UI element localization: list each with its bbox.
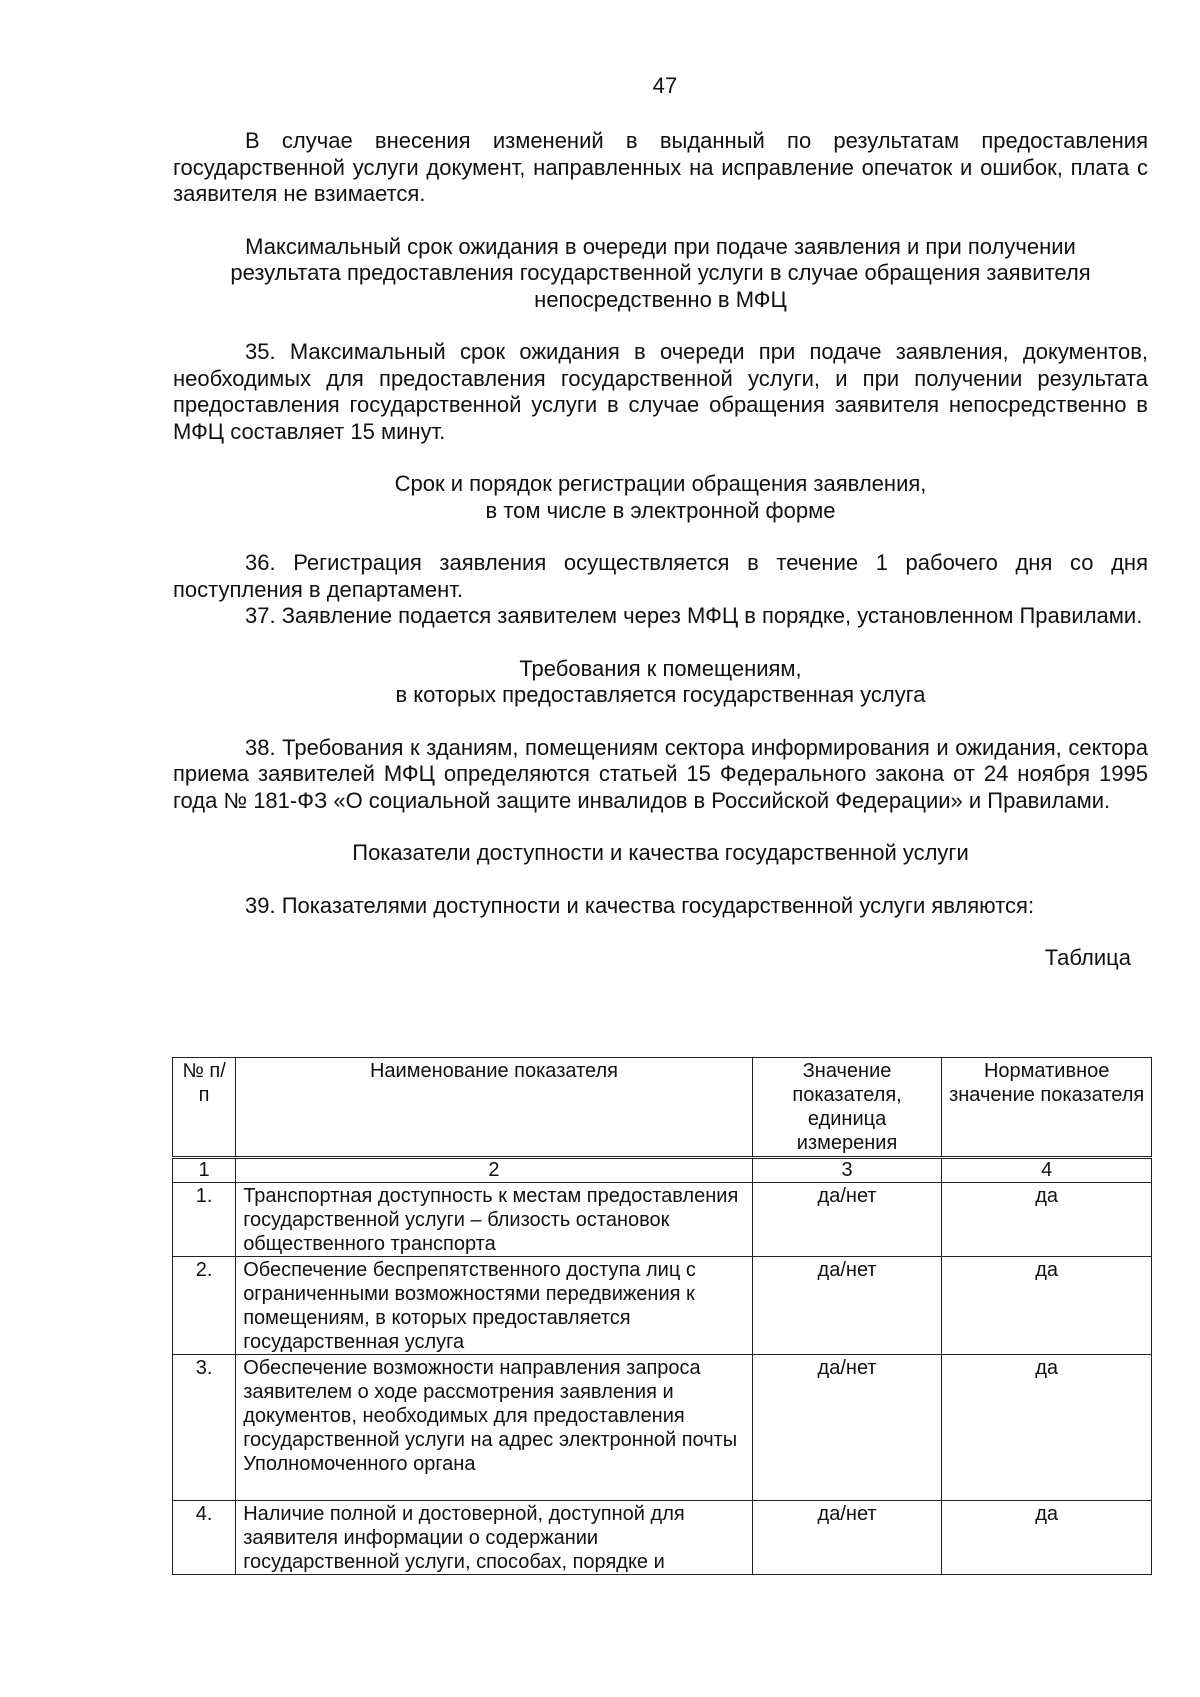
table-row	[173, 1183, 1152, 1257]
indicators-table	[172, 1057, 1152, 1575]
paragraph-38: 38. Требования к зданиям, помещениям сектора информирования и ожидания, сектора приема заявителей МФЦ определяются статьей 15 Федерального закона от 24 ноября 1995 года № 181-ФЗ «О социальной защите инвалидов в Российской Федерации» и Правилами.	[173, 734, 1148, 813]
row-indicator-name: Наличие полной и достоверной, доступной для заявителя информации о содержании государственной услуги, способах, порядке и	[236, 1501, 753, 1575]
column-number: 4	[942, 1158, 1152, 1183]
row-norm: да	[942, 1501, 1152, 1575]
row-norm: да	[942, 1355, 1152, 1501]
header-name: Наименование показателя	[236, 1058, 753, 1158]
row-number: 3.	[173, 1355, 236, 1501]
row-number: 1.	[173, 1183, 236, 1257]
row-unit: да/нет	[752, 1257, 942, 1355]
row-indicator-name: Обеспечение беспрепятственного доступа лиц с ограниченными возможностями передвижения к помещениям, в которых предоставляется государственная услуга	[236, 1257, 753, 1355]
row-indicator-name: Транспортная доступность к местам предоставления государственной услуги – близость остановок общественного транспорта	[236, 1183, 753, 1257]
page-number: 47	[652, 73, 678, 98]
paragraph-intro: В случае внесения изменений в выданный по результатам предоставления государственной услуги документ, направленных на исправление опечаток и ошибок, плата с заявителя не взимается.	[173, 128, 1148, 206]
table-row	[173, 1501, 1152, 1575]
heading-line: в которых предоставляется государственная услуга	[395, 682, 926, 707]
heading-line: Показатели доступности и качества государственной услуги	[352, 840, 969, 865]
column-number: 2	[236, 1158, 753, 1183]
table-header-row	[173, 1058, 1152, 1158]
paragraph-35: 35. Максимальный срок ожидания в очереди при подаче заявления, документов, необходимых для предоставления государственной услуги, и при получении результата предоставления государственной услуги в случае обращения заявителя непосредственно в МФЦ составляет 15 минут.	[173, 339, 1148, 444]
paragraph-37: 37. Заявление подается заявителем через МФЦ в порядке, установленном Правилами.	[245, 603, 1143, 628]
heading-line: Требования к помещениям,	[519, 655, 802, 681]
header-unit: Значение показателя, единица измерения	[752, 1058, 942, 1158]
indicators-table-wrap	[172, 1057, 1152, 1575]
table-caption: Таблица	[1044, 945, 1131, 970]
heading-waiting-time	[173, 234, 1148, 314]
table-row	[173, 1257, 1152, 1355]
row-unit: да/нет	[752, 1183, 942, 1257]
heading-line: Срок и порядок регистрации обращения заявления,	[394, 471, 927, 496]
paragraph-36: 36. Регистрация заявления осуществляется в течение 1 рабочего дня со дня поступления в департамент.	[173, 550, 1148, 602]
heading-line: результата предоставления государственной услуги в случае обращения заявителя	[230, 260, 1091, 285]
row-indicator-name: Обеспечение возможности направления запроса заявителем о ходе рассмотрения заявления и документов, необходимых для предоставления государственной услуги на адрес электронной почты Уполномоченного органа	[236, 1355, 753, 1501]
document-body	[173, 128, 1148, 972]
header-number: № п/п	[173, 1058, 236, 1158]
table-row	[173, 1355, 1152, 1501]
column-number: 1	[173, 1158, 236, 1183]
column-number: 3	[752, 1158, 942, 1183]
heading-premises	[173, 656, 1148, 709]
header-norm: Нормативное значение показателя	[942, 1058, 1152, 1158]
row-unit: да/нет	[752, 1355, 942, 1501]
table-column-numbers-row	[173, 1158, 1152, 1183]
row-norm: да	[942, 1183, 1152, 1257]
paragraph-39: 39. Показателями доступности и качества государственной услуги являются:	[245, 892, 1035, 918]
row-norm: да	[942, 1257, 1152, 1355]
heading-line: в том числе в электронной форме	[485, 497, 836, 523]
row-unit: да/нет	[752, 1501, 942, 1575]
row-number: 2.	[173, 1257, 236, 1355]
row-number: 4.	[173, 1501, 236, 1575]
heading-registration	[173, 471, 1148, 524]
heading-indicators	[173, 840, 1148, 867]
heading-line: непосредственно в МФЦ	[534, 286, 787, 312]
heading-line: Максимальный срок ожидания в очереди при подаче заявления и при получении	[245, 233, 1076, 259]
